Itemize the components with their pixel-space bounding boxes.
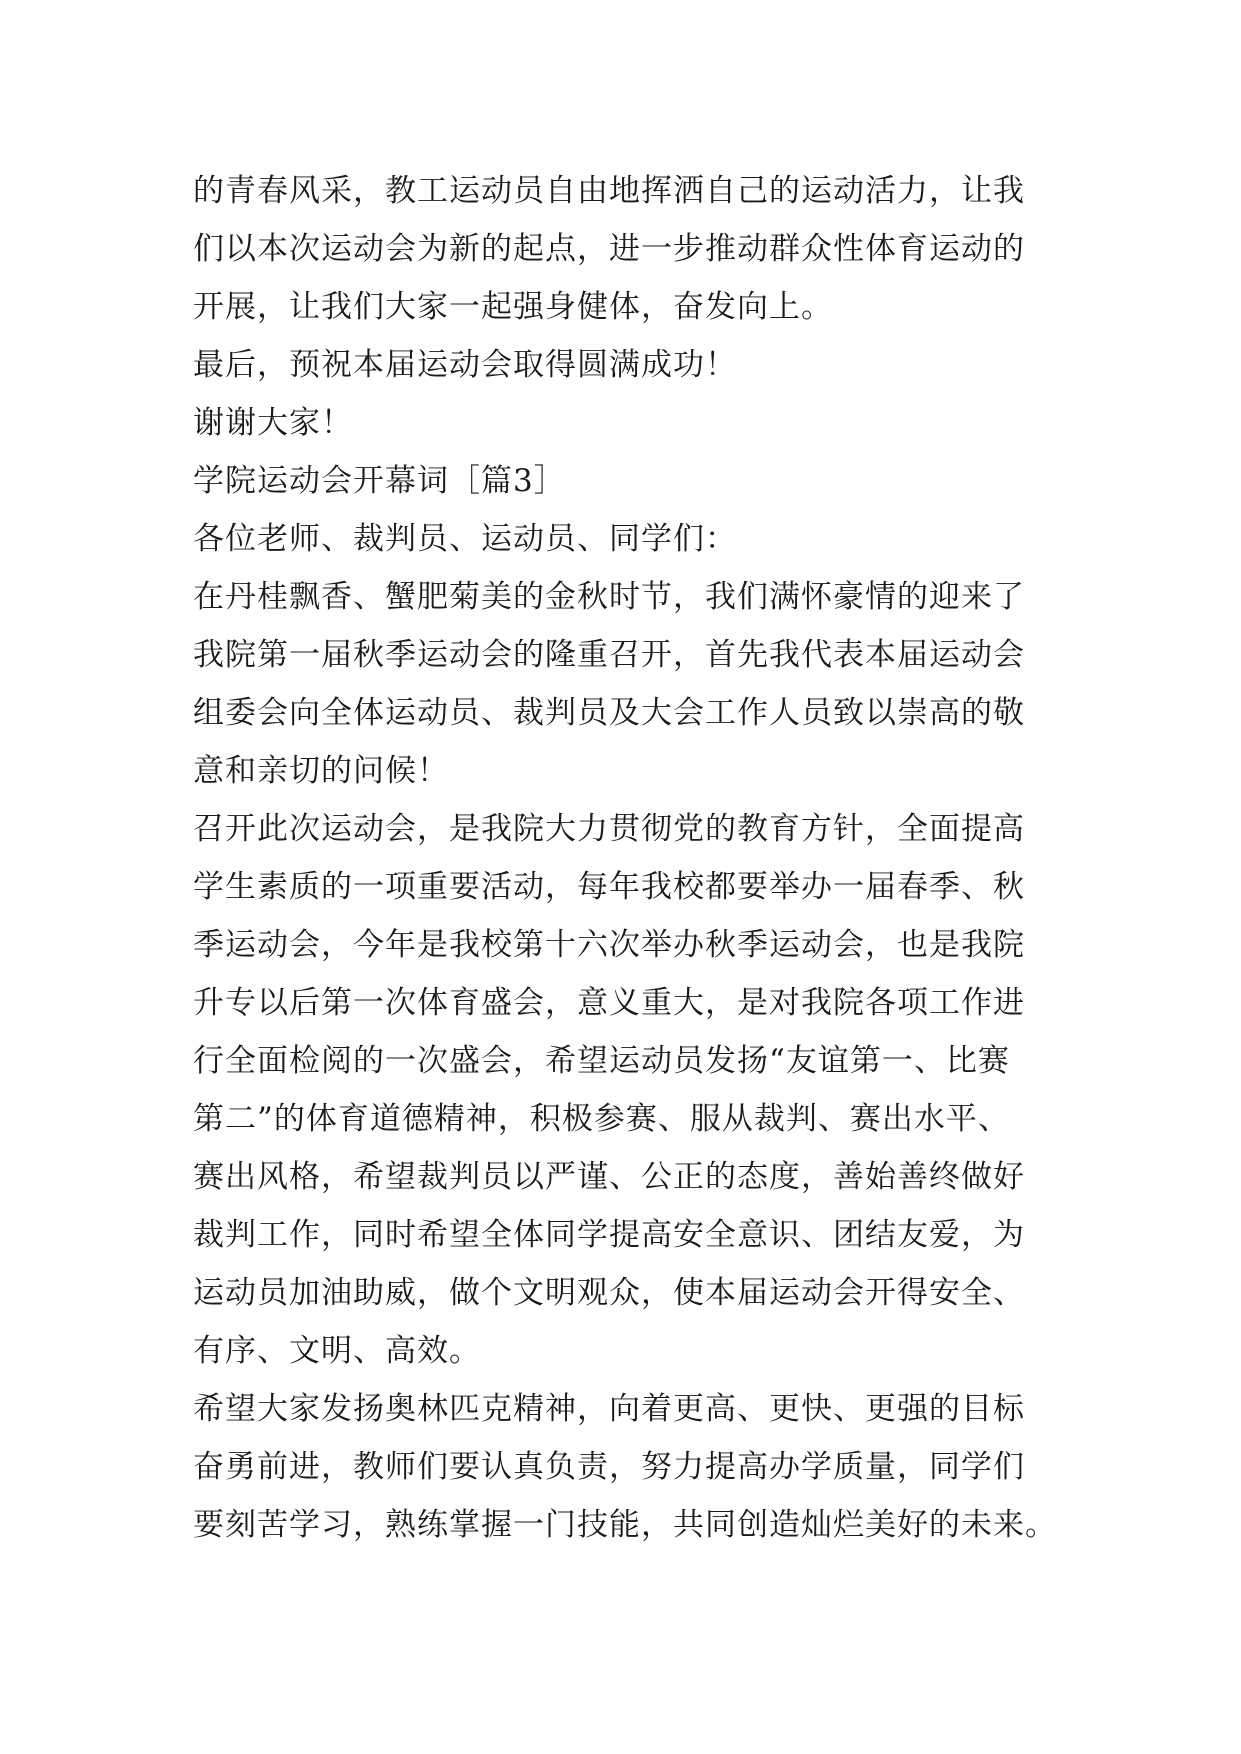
text-line: 意和亲切的问候！ [193, 753, 449, 789]
text-line: 们以本次运动会为新的起点，进一步推动群众性体育运动的 [193, 231, 1025, 267]
document-body [193, 162, 1073, 1554]
text-line: 开展，让我们大家一起强身健体，奋发向上。 [193, 289, 833, 325]
text-line: 第二”的体育道德精神，积极参赛、服从裁判、赛出水平、 [193, 1101, 1010, 1137]
text-line: 裁判工作，同时希望全体同学提高安全意识、团结友爱，为 [193, 1217, 1025, 1253]
text-line: 升专以后第一次体育盛会，意义重大，是对我院各项工作进 [193, 985, 1025, 1021]
text-line: 季运动会，今年是我校第十六次举办秋季运动会，也是我院 [193, 927, 1025, 963]
text-line: 我院第一届秋季运动会的隆重召开，首先我代表本届运动会 [193, 637, 1025, 673]
section-heading: 学院运动会开幕词［篇3］ [193, 463, 566, 499]
text-line: 运动员加油助威，做个文明观众，使本届运动会开得安全、 [193, 1275, 1025, 1311]
text-line: 赛出风格，希望裁判员以严谨、公正的态度，善始善终做好 [193, 1159, 1025, 1195]
text-line: 组委会向全体运动员、裁判员及大会工作人员致以崇高的敬 [193, 695, 1025, 731]
text-line: 在丹桂飘香、蟹肥菊美的金秋时节，我们满怀豪情的迎来了 [193, 579, 1025, 615]
text-line: 要刻苦学习，熟练掌握一门技能，共同创造灿烂美好的未来。 [193, 1507, 1057, 1543]
text-line: 谢谢大家！ [193, 405, 353, 441]
salutation: 各位老师、裁判员、运动员、同学们： [193, 521, 737, 557]
text-line: 有序、文明、高效。 [193, 1333, 481, 1369]
text-line: 学生素质的一项重要活动，每年我校都要举办一届春季、秋 [193, 869, 1025, 905]
text-line: 召开此次运动会，是我院大力贯彻党的教育方针，全面提高 [193, 811, 1025, 847]
text-line: 行全面检阅的一次盛会，希望运动员发扬“友谊第一、比赛 [193, 1043, 1010, 1079]
text-line: 希望大家发扬奥林匹克精神，向着更高、更快、更强的目标 [193, 1391, 1025, 1427]
text-line: 奋勇前进，教师们要认真负责，努力提高办学质量，同学们 [193, 1449, 1025, 1485]
text-line: 最后，预祝本届运动会取得圆满成功！ [193, 347, 737, 383]
text-line: 的青春风采，教工运动员自由地挥洒自己的运动活力，让我 [193, 173, 1025, 209]
